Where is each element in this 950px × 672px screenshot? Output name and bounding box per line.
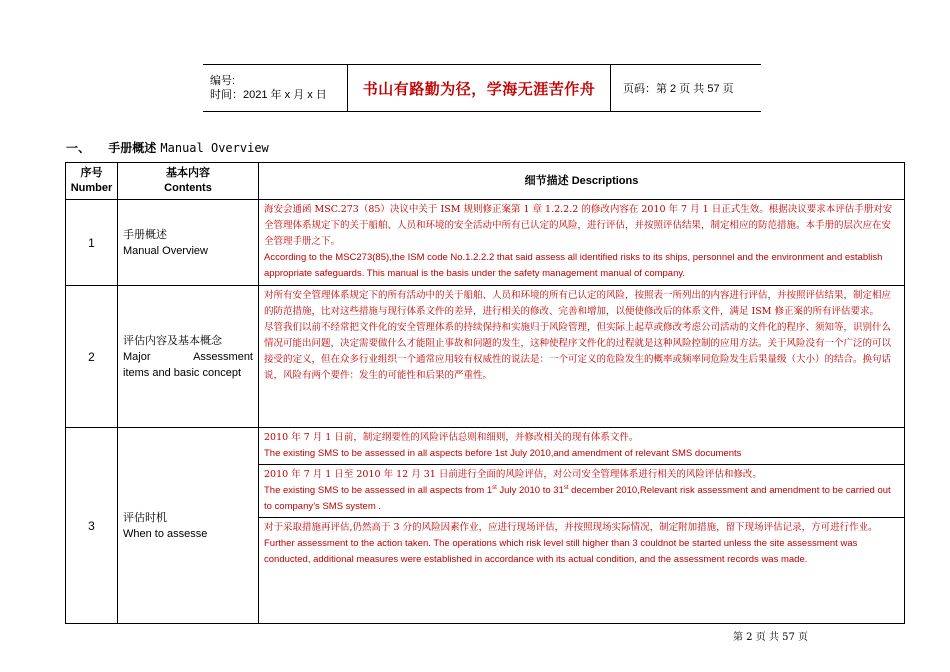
row-category-cn: 评估内容及基本概念 — [123, 334, 222, 347]
header-contents-en: Contents — [164, 182, 212, 194]
row-description — [259, 428, 905, 624]
row-index: 2 — [66, 286, 118, 428]
section-title-en: Manual Overview — [160, 141, 269, 155]
header-number-en: Number — [70, 182, 113, 194]
subbox-text-en: The existing SMS to be assessed in all aspects before 1st July 2010,and amendment of relevant SMS documents — [264, 448, 742, 459]
section-title — [66, 139, 269, 156]
header-motto: 书山有路勤为径，学海无涯苦作舟 — [348, 65, 611, 112]
superscript: st — [563, 484, 569, 491]
table-header-row — [66, 163, 905, 200]
text-segment: december 2010,Relevant risk assessment and amendment to be carried out to company’s SMS system . — [264, 485, 891, 512]
doc-time-label: 时间：2021 年 x 月 x 日 — [210, 89, 327, 101]
table-row — [66, 428, 905, 624]
header-descriptions: 细节描述 Descriptions — [259, 163, 905, 200]
header-contents — [118, 163, 259, 200]
row-description-cn: 尽管我们以前不经常把文件化的安全管理体系的持续保持和实施归于风险管理，但实际上起草或修改考虑公司活动的文件化的程序、须知等，识别什么情况可能出问题，决定需要做什么才能阻止事故和问题的发生，这种使程序文件化的过程就是这种风险控制的应用方法。关于风险没有一个广泛的可以接受的定义，但在众多行业组织一个通常应用较有权威性的说法是：一个可定义的危险发生的概率或频率同危险发生后果量级（大小）的结合。换句话说，风险有两个要件：发生的可能性和后果的严重性。 — [264, 322, 892, 381]
row-category-cn: 手册概述 — [123, 228, 167, 241]
row-description-cn: 海安会通函 MSC.273（85）决议中关于 ISM 规则修正案第 1 章 1.2.2.2 的修改内容在 2010 年 7 月 1 日正式生效。根据决议要求本评估手册对安全管理体系规定下的关于船舶、人员和环境的安全活动中所有已认定的风险，进行评估，并按照评估结果，制定相应的防范措施。本手册的层次应在安全管理手册之下。 — [264, 204, 893, 247]
description-subbox — [259, 465, 904, 518]
subbox-text-cn: 2010 年 7 月 1 日前，制定纲要性的风险评估总则和细则，并修改相关的现有体系文件。 — [264, 432, 639, 443]
row-description — [259, 200, 905, 286]
header-page-label: 页码：第 2 页 共 57 页 — [611, 65, 762, 112]
superscript: st — [492, 484, 497, 491]
row-category-en-line1 — [123, 349, 253, 365]
subbox-text-en — [264, 483, 899, 515]
row-category — [118, 428, 259, 624]
row-category-en: Manual Overview — [123, 244, 208, 257]
row-category-en: When to assesse — [123, 527, 208, 540]
section-number: 一、 — [66, 141, 91, 155]
row-description — [259, 286, 905, 428]
table-row — [66, 286, 905, 428]
description-subbox — [259, 518, 904, 570]
header-number-cn: 序号 — [80, 167, 103, 179]
row-category-en-word: Major — [123, 350, 151, 363]
row-index: 3 — [66, 428, 118, 624]
description-subbox — [259, 428, 904, 465]
page-header — [203, 64, 761, 112]
overview-table — [65, 162, 905, 624]
section-title-cn: 手册概述 — [108, 141, 157, 155]
row-index: 1 — [66, 200, 118, 286]
row-category-en-line2: items and basic concept — [123, 366, 242, 379]
header-number — [66, 163, 118, 200]
subbox-text-en: Further assessment to the action taken. The operations which risk level still higher than 3 couldnot be started unless the site assessment was conducted, additional measures were established in accordance with its actual condition, and the assessment records was made. — [264, 538, 858, 565]
row-category — [118, 200, 259, 286]
row-description-en: According to the MSC273(85),the ISM code No.1.2.2.2 that said assess all identified risks to its ships, personnel and the environment and establish appropriate safeguards. This manual is the basis under the safety management manual of company. — [264, 252, 883, 279]
header-contents-cn: 基本内容 — [166, 167, 210, 179]
doc-number-label: 编号: — [210, 75, 236, 87]
row-category-cn: 评估时机 — [123, 511, 167, 524]
row-category — [118, 286, 259, 428]
subbox-text-cn: 对于采取措施再评估,仍然高于 3 分的风险因素作业，应进行现场评估，并按照现场实际情况，制定附加措施，留下现场评估记录，方可进行作业。 — [264, 522, 878, 533]
row-description-cn: 对所有安全管理体系规定下的所有活动中的关于船舶、人员和环境的所有已认定的风险，按照表一所列出的内容进行评估，并按照评估结果，制定相应的防范措施，比对这些措施与现行体系文件的差异，进行相关的修改、完善和增加，以便使修改后的体系文件，满足 ISM 修正案的所有评估要求。 — [264, 290, 892, 317]
text-segment: The existing SMS to be assessed in all aspects from 1 — [264, 485, 493, 496]
table-row — [66, 200, 905, 286]
text-segment: July 2010 to 31 — [496, 485, 564, 496]
row-category-en-word: Assessment — [193, 350, 253, 363]
header-left-cell — [203, 65, 348, 112]
subbox-text-cn: 2010 年 7 月 1 日至 2010 年 12 月 31 日前进行全面的风险评估，对公司安全管理体系进行相关的风险评估和修改。 — [264, 469, 762, 480]
page-footer: 第 2 页 共 57 页 — [733, 632, 808, 643]
